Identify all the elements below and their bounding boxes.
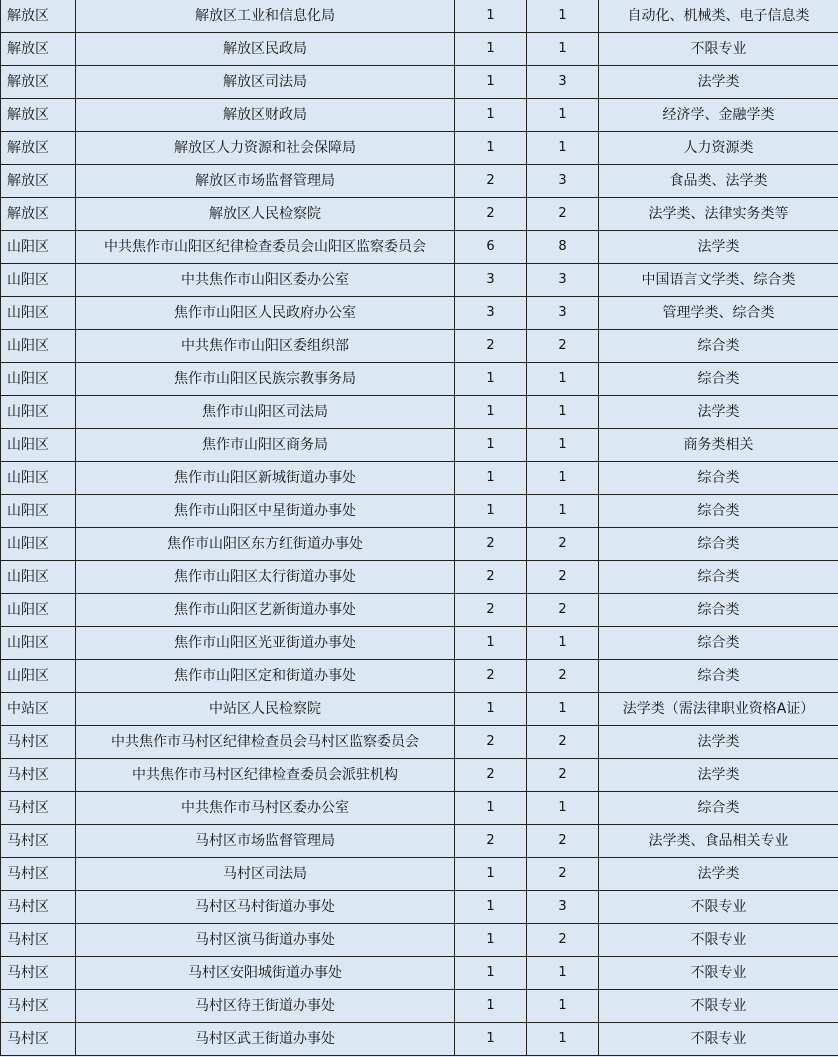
unit-cell: 马村区演马街道办事处 — [76, 924, 455, 957]
district-cell: 山阳区 — [1, 528, 76, 561]
table-row — [1, 99, 838, 132]
major-cell: 经济学、金融学类 — [599, 99, 838, 132]
major-cell: 法学类、法律实务类等 — [599, 198, 838, 231]
positions-cell: 1 — [455, 792, 527, 825]
positions-cell: 2 — [455, 759, 527, 792]
district-cell: 马村区 — [1, 990, 76, 1023]
table-row — [1, 429, 838, 462]
headcount-cell: 1 — [527, 990, 599, 1023]
unit-cell: 焦作市山阳区商务局 — [76, 429, 455, 462]
major-cell: 综合类 — [599, 561, 838, 594]
unit-cell: 马村区市场监督管理局 — [76, 825, 455, 858]
district-cell: 解放区 — [1, 165, 76, 198]
major-cell: 法学类 — [599, 231, 838, 264]
major-cell: 不限专业 — [599, 957, 838, 990]
major-cell: 管理学类、综合类 — [599, 297, 838, 330]
headcount-cell: 2 — [527, 726, 599, 759]
headcount-cell: 8 — [527, 231, 599, 264]
major-cell: 法学类 — [599, 66, 838, 99]
headcount-cell: 2 — [527, 528, 599, 561]
major-cell: 法学类（需法律职业资格A证） — [599, 693, 838, 726]
table-row — [1, 858, 838, 891]
headcount-cell: 1 — [527, 99, 599, 132]
district-cell: 中站区 — [1, 693, 76, 726]
unit-cell: 解放区人民检察院 — [76, 198, 455, 231]
district-cell: 马村区 — [1, 858, 76, 891]
district-cell: 马村区 — [1, 924, 76, 957]
major-cell: 综合类 — [599, 495, 838, 528]
positions-cell: 1 — [455, 495, 527, 528]
unit-cell: 解放区民政局 — [76, 33, 455, 66]
major-cell: 人力资源类 — [599, 132, 838, 165]
positions-cell: 1 — [455, 99, 527, 132]
headcount-cell: 2 — [527, 660, 599, 693]
unit-cell: 解放区司法局 — [76, 66, 455, 99]
headcount-cell: 1 — [527, 1023, 599, 1056]
headcount-cell: 1 — [527, 132, 599, 165]
table-body — [1, 0, 838, 1056]
table-row — [1, 627, 838, 660]
positions-cell: 2 — [455, 165, 527, 198]
headcount-cell: 1 — [527, 0, 599, 33]
table-row — [1, 0, 838, 33]
positions-cell: 3 — [455, 264, 527, 297]
unit-cell: 解放区工业和信息化局 — [76, 0, 455, 33]
positions-cell: 1 — [455, 132, 527, 165]
unit-cell: 焦作市山阳区太行街道办事处 — [76, 561, 455, 594]
headcount-cell: 3 — [527, 891, 599, 924]
unit-cell: 焦作市山阳区新城街道办事处 — [76, 462, 455, 495]
positions-cell: 1 — [455, 957, 527, 990]
headcount-cell: 2 — [527, 759, 599, 792]
major-cell: 法学类 — [599, 726, 838, 759]
major-cell: 法学类 — [599, 858, 838, 891]
positions-cell: 1 — [455, 627, 527, 660]
district-cell: 马村区 — [1, 825, 76, 858]
district-cell: 山阳区 — [1, 264, 76, 297]
headcount-cell: 2 — [527, 858, 599, 891]
unit-cell: 马村区安阳城街道办事处 — [76, 957, 455, 990]
major-cell: 不限专业 — [599, 1023, 838, 1056]
headcount-cell: 2 — [527, 561, 599, 594]
district-cell: 解放区 — [1, 99, 76, 132]
district-cell: 马村区 — [1, 1023, 76, 1056]
unit-cell: 解放区市场监督管理局 — [76, 165, 455, 198]
positions-cell: 1 — [455, 66, 527, 99]
district-cell: 解放区 — [1, 0, 76, 33]
district-cell: 山阳区 — [1, 594, 76, 627]
table-row — [1, 165, 838, 198]
table-row — [1, 924, 838, 957]
positions-cell: 1 — [455, 1023, 527, 1056]
headcount-cell: 3 — [527, 66, 599, 99]
headcount-cell: 2 — [527, 330, 599, 363]
positions-cell: 2 — [455, 528, 527, 561]
headcount-cell: 1 — [527, 363, 599, 396]
unit-cell: 中共焦作市山阳区委组织部 — [76, 330, 455, 363]
unit-cell: 焦作市山阳区人民政府办公室 — [76, 297, 455, 330]
district-cell: 山阳区 — [1, 627, 76, 660]
positions-cell: 1 — [455, 429, 527, 462]
unit-cell: 焦作市山阳区东方红街道办事处 — [76, 528, 455, 561]
positions-cell: 1 — [455, 924, 527, 957]
district-cell: 山阳区 — [1, 363, 76, 396]
table-row — [1, 726, 838, 759]
headcount-cell: 2 — [527, 594, 599, 627]
headcount-cell: 3 — [527, 264, 599, 297]
unit-cell: 焦作市山阳区民族宗教事务局 — [76, 363, 455, 396]
unit-cell: 焦作市山阳区定和街道办事处 — [76, 660, 455, 693]
positions-cell: 2 — [455, 594, 527, 627]
table-row — [1, 792, 838, 825]
major-cell: 不限专业 — [599, 33, 838, 66]
unit-cell: 中共焦作市山阳区委办公室 — [76, 264, 455, 297]
unit-cell: 马村区待王街道办事处 — [76, 990, 455, 1023]
district-cell: 山阳区 — [1, 429, 76, 462]
headcount-cell: 1 — [527, 957, 599, 990]
table-row — [1, 990, 838, 1023]
table-row — [1, 594, 838, 627]
table-row — [1, 528, 838, 561]
major-cell: 不限专业 — [599, 990, 838, 1023]
table-row — [1, 396, 838, 429]
major-cell: 综合类 — [599, 627, 838, 660]
major-cell: 不限专业 — [599, 891, 838, 924]
unit-cell: 马村区司法局 — [76, 858, 455, 891]
headcount-cell: 1 — [527, 429, 599, 462]
table-row — [1, 957, 838, 990]
unit-cell: 焦作市山阳区中星街道办事处 — [76, 495, 455, 528]
table-row — [1, 363, 838, 396]
table-row — [1, 330, 838, 363]
table-row — [1, 66, 838, 99]
major-cell: 商务类相关 — [599, 429, 838, 462]
table-row — [1, 264, 838, 297]
major-cell: 综合类 — [599, 660, 838, 693]
positions-cell: 1 — [455, 396, 527, 429]
major-cell: 综合类 — [599, 792, 838, 825]
district-cell: 山阳区 — [1, 330, 76, 363]
table-row — [1, 891, 838, 924]
unit-cell: 中共焦作市马村区纪律检查员会马村区监察委员会 — [76, 726, 455, 759]
headcount-cell: 1 — [527, 396, 599, 429]
headcount-cell: 1 — [527, 693, 599, 726]
unit-cell: 马村区武王街道办事处 — [76, 1023, 455, 1056]
table-row — [1, 759, 838, 792]
positions-cell: 1 — [455, 33, 527, 66]
headcount-cell: 1 — [527, 495, 599, 528]
positions-cell: 1 — [455, 0, 527, 33]
district-cell: 马村区 — [1, 759, 76, 792]
district-cell: 解放区 — [1, 66, 76, 99]
positions-cell: 1 — [455, 693, 527, 726]
unit-cell: 中共焦作市马村区纪律检查委员会派驻机构 — [76, 759, 455, 792]
major-cell: 法学类 — [599, 396, 838, 429]
headcount-cell: 3 — [527, 297, 599, 330]
unit-cell: 中共焦作市山阳区纪律检查委员会山阳区监察委员会 — [76, 231, 455, 264]
major-cell: 食品类、法学类 — [599, 165, 838, 198]
major-cell: 综合类 — [599, 462, 838, 495]
positions-cell: 1 — [455, 462, 527, 495]
headcount-cell: 3 — [527, 165, 599, 198]
headcount-cell: 1 — [527, 462, 599, 495]
table-row — [1, 33, 838, 66]
district-cell: 解放区 — [1, 33, 76, 66]
table-row — [1, 198, 838, 231]
district-cell: 解放区 — [1, 132, 76, 165]
table-row — [1, 132, 838, 165]
headcount-cell: 2 — [527, 198, 599, 231]
table-row — [1, 561, 838, 594]
headcount-cell: 1 — [527, 792, 599, 825]
table-row — [1, 297, 838, 330]
unit-cell: 中共焦作市马村区委办公室 — [76, 792, 455, 825]
unit-cell: 焦作市山阳区光亚街道办事处 — [76, 627, 455, 660]
major-cell: 中国语言文学类、综合类 — [599, 264, 838, 297]
positions-cell: 2 — [455, 198, 527, 231]
table-row — [1, 660, 838, 693]
positions-cell: 2 — [455, 561, 527, 594]
positions-cell: 1 — [455, 363, 527, 396]
district-cell: 马村区 — [1, 726, 76, 759]
table-row — [1, 1023, 838, 1056]
table-row — [1, 462, 838, 495]
district-cell: 山阳区 — [1, 297, 76, 330]
unit-cell: 中站区人民检察院 — [76, 693, 455, 726]
district-cell: 山阳区 — [1, 231, 76, 264]
unit-cell: 焦作市山阳区司法局 — [76, 396, 455, 429]
district-cell: 山阳区 — [1, 561, 76, 594]
positions-cell: 2 — [455, 330, 527, 363]
positions-cell: 1 — [455, 858, 527, 891]
unit-cell: 马村区马村街道办事处 — [76, 891, 455, 924]
headcount-cell: 1 — [527, 33, 599, 66]
positions-cell: 2 — [455, 726, 527, 759]
table-row — [1, 231, 838, 264]
district-cell: 马村区 — [1, 957, 76, 990]
major-cell: 法学类、食品相关专业 — [599, 825, 838, 858]
district-cell: 马村区 — [1, 891, 76, 924]
district-cell: 山阳区 — [1, 462, 76, 495]
major-cell: 综合类 — [599, 363, 838, 396]
positions-cell: 1 — [455, 990, 527, 1023]
major-cell: 综合类 — [599, 330, 838, 363]
headcount-cell: 2 — [527, 825, 599, 858]
table-row — [1, 825, 838, 858]
major-cell: 综合类 — [599, 594, 838, 627]
table-row — [1, 693, 838, 726]
positions-cell: 6 — [455, 231, 527, 264]
major-cell: 自动化、机械类、电子信息类 — [599, 0, 838, 33]
major-cell: 综合类 — [599, 528, 838, 561]
headcount-cell: 2 — [527, 924, 599, 957]
unit-cell: 解放区人力资源和社会保障局 — [76, 132, 455, 165]
district-cell: 马村区 — [1, 792, 76, 825]
headcount-cell: 1 — [527, 627, 599, 660]
positions-cell: 3 — [455, 297, 527, 330]
positions-cell: 2 — [455, 825, 527, 858]
district-cell: 山阳区 — [1, 396, 76, 429]
major-cell: 法学类 — [599, 759, 838, 792]
unit-cell: 焦作市山阳区艺新街道办事处 — [76, 594, 455, 627]
major-cell: 不限专业 — [599, 924, 838, 957]
positions-cell: 1 — [455, 891, 527, 924]
unit-cell: 解放区财政局 — [76, 99, 455, 132]
district-cell: 解放区 — [1, 198, 76, 231]
positions-cell: 2 — [455, 660, 527, 693]
table-row — [1, 495, 838, 528]
district-cell: 山阳区 — [1, 660, 76, 693]
district-cell: 山阳区 — [1, 495, 76, 528]
